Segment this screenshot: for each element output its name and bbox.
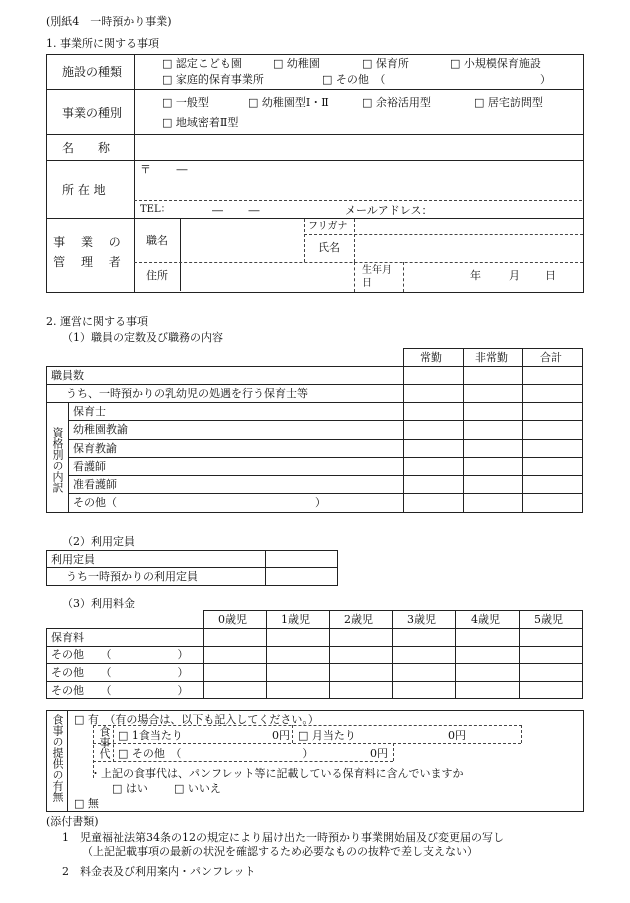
section-2-title: 2. 運営に関する事項 — [46, 315, 148, 328]
row-assistant-nurse: 准看護師 — [73, 478, 117, 491]
fee-row-childcare: 保育料 — [51, 631, 84, 644]
business-option-general[interactable]: □ 一般型 — [162, 96, 209, 109]
other-meal-option[interactable]: □ その他 （ ） — [118, 747, 314, 760]
attachment-label: (別紙4 一時預かり事業) — [46, 15, 172, 28]
section-2-3-title: （3）利用料金 — [62, 597, 135, 610]
per-month-yen[interactable]: 0円 — [448, 729, 466, 742]
business-option-community[interactable]: □ 地域密着Ⅱ型 — [162, 116, 239, 129]
capacity-temp-row: うち一時預かりの利用定員 — [66, 570, 198, 583]
meal-label: 食事の提供の有無 — [51, 714, 64, 802]
facility-option-kindergarten[interactable]: □ 幼稚園 — [273, 57, 320, 70]
answer-no-option[interactable]: □ いいえ — [174, 782, 221, 795]
facility-option-nursery[interactable]: □ 保育所 — [362, 57, 409, 70]
email-label: メールアドレス： — [345, 204, 433, 217]
per-meal-option[interactable]: □ 1食当たり — [118, 729, 183, 742]
dob-label: 生年月日 — [362, 265, 392, 289]
row-nursery-teacher: 保育教諭 — [73, 442, 117, 455]
section-2-2-title: （2）利用定員 — [62, 535, 135, 548]
fee-header-age2: 2歳児 — [344, 613, 373, 626]
section-2-1-title: （1）職員の定数及び職務の内容 — [62, 331, 223, 344]
row-other: その他（ ） — [73, 496, 326, 509]
manager-label: 事 業 の 管 理 者 — [53, 235, 127, 269]
per-month-option[interactable]: □ 月当たり — [298, 729, 356, 742]
furigana-label: フリガナ — [308, 221, 348, 232]
per-meal-yen[interactable]: 0円 — [272, 729, 290, 742]
fee-header-age4: 4歳児 — [471, 613, 500, 626]
breakdown-label: 資格別の内訳 — [51, 427, 64, 493]
row-hoikushi: 保育士 — [73, 405, 106, 418]
meal-no-option[interactable]: □ 無 — [74, 797, 99, 810]
job-title-label: 職名 — [146, 234, 168, 247]
fee-row-other-2: その他 （ ） — [51, 666, 189, 679]
row-staff-count: 職員数 — [51, 369, 84, 382]
header-part-time: 非常勤 — [475, 351, 508, 364]
other-meal-yen[interactable]: 0円 — [370, 747, 388, 760]
business-type-label: 事業の種別 — [62, 106, 123, 120]
facility-type-label: 施設の種類 — [62, 65, 123, 79]
meal-yes-option[interactable]: □ 有 （有の場合は、以下も記入してください。） — [74, 713, 319, 726]
facility-option-home-nursery[interactable]: □ 家庭的保育事業所 — [162, 73, 264, 86]
fee-header-age5: 5歳児 — [534, 613, 563, 626]
header-total: 合計 — [540, 351, 562, 364]
section-1-title: 1. 事業所に関する事項 — [46, 37, 159, 50]
meal-cost-label: 食事代 — [98, 726, 111, 759]
dob-year: 年 — [470, 269, 481, 282]
business-option-home-visit[interactable]: □ 居宅訪問型 — [474, 96, 543, 109]
facility-option-kodomoen[interactable]: □ 認定こども園 — [162, 57, 242, 70]
postal-code[interactable]: 〒 ― — [140, 163, 188, 176]
person-name-label: 氏名 — [318, 241, 340, 254]
fee-header-age0: 0歳児 — [218, 613, 247, 626]
dob-day: 日 — [545, 269, 556, 282]
attachment-item-1: 1 児童福祉法第34条の12の規定により届け出た一時預かり事業開始届及び変更届の写し — [62, 831, 504, 844]
attachments-title: (添付書類) — [46, 815, 99, 828]
row-staff-subset: うち、一時預かりの乳幼児の処遇を行う保育士等 — [66, 387, 308, 400]
business-option-surplus[interactable]: □ 余裕活用型 — [362, 96, 431, 109]
fee-row-other-1: その他 （ ） — [51, 648, 189, 661]
fee-header-age1: 1歳児 — [281, 613, 310, 626]
row-nurse: 看護師 — [73, 460, 106, 473]
capacity-row: 利用定員 — [51, 553, 95, 566]
tel-label: TEL： — [140, 204, 171, 215]
fee-row-other-3: その他 （ ） — [51, 684, 189, 697]
attachment-item-2: 2 料金表及び利用案内・パンフレット — [62, 865, 256, 878]
address-label: 所 在 地 — [62, 183, 106, 197]
name-label: 名 称 — [62, 141, 111, 155]
attachment-item-1-note: （上記記載事項の最新の状況を確認するため必要なものの抜粋で差し支えない） — [82, 845, 478, 858]
answer-yes-option[interactable]: □ はい — [112, 782, 148, 795]
facility-option-small-nursery[interactable]: □ 小規模保育施設 — [450, 57, 541, 70]
header-full-time: 常勤 — [420, 351, 442, 364]
fee-header-age3: 3歳児 — [407, 613, 436, 626]
tel-dashes[interactable]: ― ― — [212, 204, 260, 217]
name-field[interactable] — [136, 136, 580, 158]
residence-label: 住所 — [146, 269, 168, 282]
dob-month: 月 — [509, 269, 520, 282]
facility-other-close: ） — [540, 73, 551, 86]
facility-option-other[interactable]: □ その他 （ — [322, 73, 386, 86]
business-option-kindergarten[interactable]: □ 幼稚園型Ⅰ・Ⅱ — [248, 96, 329, 109]
row-kindergarten-teacher: 幼稚園教諭 — [73, 423, 128, 436]
meal-included-question: ・上記の食事代は、パンフレット等に記載している保育料に含んでいますか — [90, 767, 464, 780]
